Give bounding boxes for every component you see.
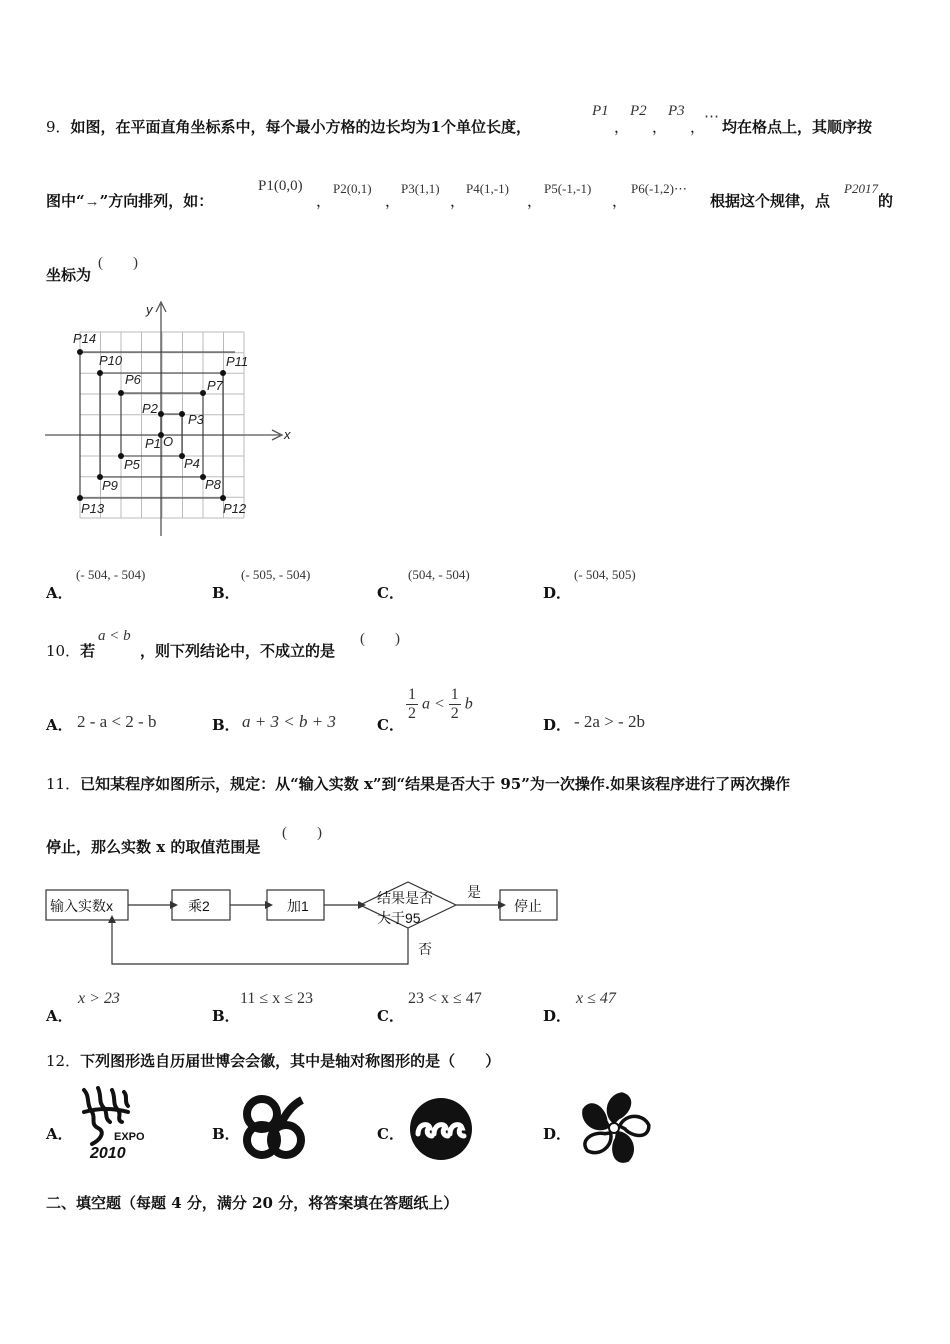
q11-option-c[interactable]: 23 < x ≤ 47 — [408, 990, 482, 1007]
label-p4: P4 — [184, 456, 200, 471]
expo-2010-logo[interactable] — [76, 1082, 156, 1162]
label-p5: P5 — [124, 457, 140, 472]
q9-example-4: P4(1,-1) — [466, 181, 509, 196]
q9-example-3: P3(1,1) — [401, 181, 440, 196]
year-2010-text: 2010 — [90, 1145, 126, 1162]
flow-decision-label-1: 结果是否 — [377, 890, 433, 906]
q9-line2-tail: 根据这个规律，点 — [710, 192, 831, 210]
q9-option-c-letter[interactable]: C． — [377, 584, 404, 602]
spiral-coordinate-figure — [40, 296, 300, 546]
point-p2 — [158, 411, 164, 417]
q9-option-a[interactable]: (- 504, - 504) — [76, 567, 146, 582]
q10-option-a[interactable]: 2 - a < 2 - b — [77, 712, 157, 731]
q11-option-d[interactable]: x ≤ 47 — [576, 990, 616, 1007]
point-p7 — [200, 390, 206, 396]
label-p2: P2 — [142, 401, 158, 416]
q11-option-c-letter[interactable]: C． — [377, 1007, 404, 1025]
q9-ellipsis: ⋯ — [704, 109, 719, 125]
flow-times2-label: 乘2 — [188, 898, 210, 914]
q9-option-d-letter[interactable]: D． — [543, 584, 572, 602]
flow-stop-label: 停止 — [514, 898, 542, 914]
x-axis-label: x — [284, 427, 291, 442]
q10-condition: a < b — [98, 628, 131, 644]
flower-logo[interactable] — [574, 1090, 654, 1166]
q9-line2-end: 的 — [878, 192, 894, 210]
label-p13: P13 — [81, 501, 105, 516]
flow-plus1-label: 加1 — [287, 898, 309, 914]
q10-tail: ，则下列结论中，不成立的是 — [140, 642, 336, 660]
point-p11 — [220, 370, 226, 376]
q10-option-b[interactable]: a + 3 < b + 3 — [242, 712, 336, 731]
q12-text: 12．下列图形选自历届世博会会徽，其中是轴对称图形的是（ ） — [46, 1052, 501, 1070]
point-p3 — [179, 411, 185, 417]
flow-no-label: 否 — [418, 941, 432, 957]
q9-point-p2: P2 — [630, 103, 647, 119]
program-flowchart — [40, 876, 570, 972]
label-p1: P1 — [145, 436, 161, 451]
q11-line2: 停止，那么实数 x 的取值范围是 — [46, 838, 261, 856]
point-p10 — [97, 370, 103, 376]
q9-answer-paren: ( ) — [98, 255, 138, 271]
label-p7: P7 — [207, 378, 223, 393]
q9-example-2: P2(0,1) — [333, 181, 372, 196]
q10-option-c[interactable]: $\frac{1}{2}$ a < $\frac{1}{2}$ b — [408, 686, 473, 722]
flow-input-label: 输入实数x — [50, 898, 113, 914]
label-p14: P14 — [73, 331, 97, 346]
waves-circle-logo[interactable] — [408, 1096, 474, 1162]
q9-option-c[interactable]: (504, - 504) — [408, 567, 470, 582]
q10-option-c-letter[interactable]: C． — [377, 716, 404, 734]
q12-option-b-letter[interactable]: B． — [212, 1125, 240, 1143]
q12-option-d-letter[interactable]: D． — [543, 1125, 572, 1143]
section-2-title: 二、填空题（每题 4 分，满分 20 分，将答案填在答题纸上） — [46, 1194, 459, 1212]
q10-option-b-letter[interactable]: B． — [212, 716, 240, 734]
q9-target-point: P2017 — [844, 181, 878, 196]
q9-option-b[interactable]: (- 505, - 504) — [241, 567, 311, 582]
q10-option-d-letter[interactable]: D． — [543, 716, 572, 734]
q9-line1: 9．如图，在平面直角坐标系中，每个最小方格的边长均为1个单位长度， — [46, 118, 531, 136]
q11-option-a-letter[interactable]: A． — [46, 1007, 73, 1025]
q10-option-d[interactable]: - 2a > - 2b — [574, 712, 645, 731]
label-p12: P12 — [223, 501, 247, 516]
q9-option-a-letter[interactable]: A． — [46, 584, 73, 602]
knot-rings-logo[interactable] — [240, 1092, 308, 1164]
q12-option-a-letter[interactable]: A． — [46, 1125, 73, 1143]
q9-option-b-letter[interactable]: B． — [212, 584, 240, 602]
q9-example-6: P6(-1,2)⋯ — [631, 181, 687, 196]
q9-point-p1: P1 — [592, 103, 609, 119]
q12-option-c-letter[interactable]: C． — [377, 1125, 404, 1143]
point-p6 — [118, 390, 124, 396]
q9-example-5: P5(-1,-1) — [544, 181, 592, 196]
label-p8: P8 — [205, 477, 221, 492]
q9-example-1: P1(0,0) — [258, 178, 303, 194]
q11-option-b-letter[interactable]: B． — [212, 1007, 240, 1025]
flow-decision-label-2: 大于95 — [377, 910, 421, 926]
label-p6: P6 — [125, 372, 141, 387]
q11-answer-paren: ( ) — [282, 825, 322, 841]
flow-yes-label: 是 — [467, 884, 481, 900]
q9-line3: 坐标为 — [46, 266, 92, 284]
label-p10: P10 — [99, 353, 123, 368]
q11-option-d-letter[interactable]: D． — [543, 1007, 572, 1025]
q10-number: 10．若 — [46, 642, 96, 660]
point-p14 — [77, 349, 83, 355]
label-p11: P11 — [226, 354, 249, 369]
q10-option-a-letter[interactable]: A． — [46, 716, 73, 734]
y-axis-label: y — [146, 302, 153, 317]
expo-text: EXPO — [114, 1131, 145, 1143]
q11-option-b[interactable]: 11 ≤ x ≤ 23 — [240, 990, 313, 1007]
direction-arrow-icon: → — [84, 194, 100, 210]
q9-option-d[interactable]: (- 504, 505) — [574, 567, 636, 582]
q11-option-a[interactable]: x > 23 — [78, 990, 120, 1007]
origin-label: O — [163, 434, 174, 449]
q9-line2-head: 图中“→”方向排列，如： — [46, 192, 214, 210]
q9-line1-tail: 均在格点上，其顺序按 — [722, 118, 873, 136]
q11-line1: 11．已知某程序如图所示，规定：从“输入实数 x”到“结果是否大于 95”为一次操作.如果该程序进行了两次操作 — [46, 775, 791, 793]
q10-answer-paren: ( ) — [360, 631, 400, 647]
label-p3: P3 — [188, 412, 204, 427]
label-p9: P9 — [102, 478, 118, 493]
q9-point-p3: P3 — [668, 103, 685, 119]
